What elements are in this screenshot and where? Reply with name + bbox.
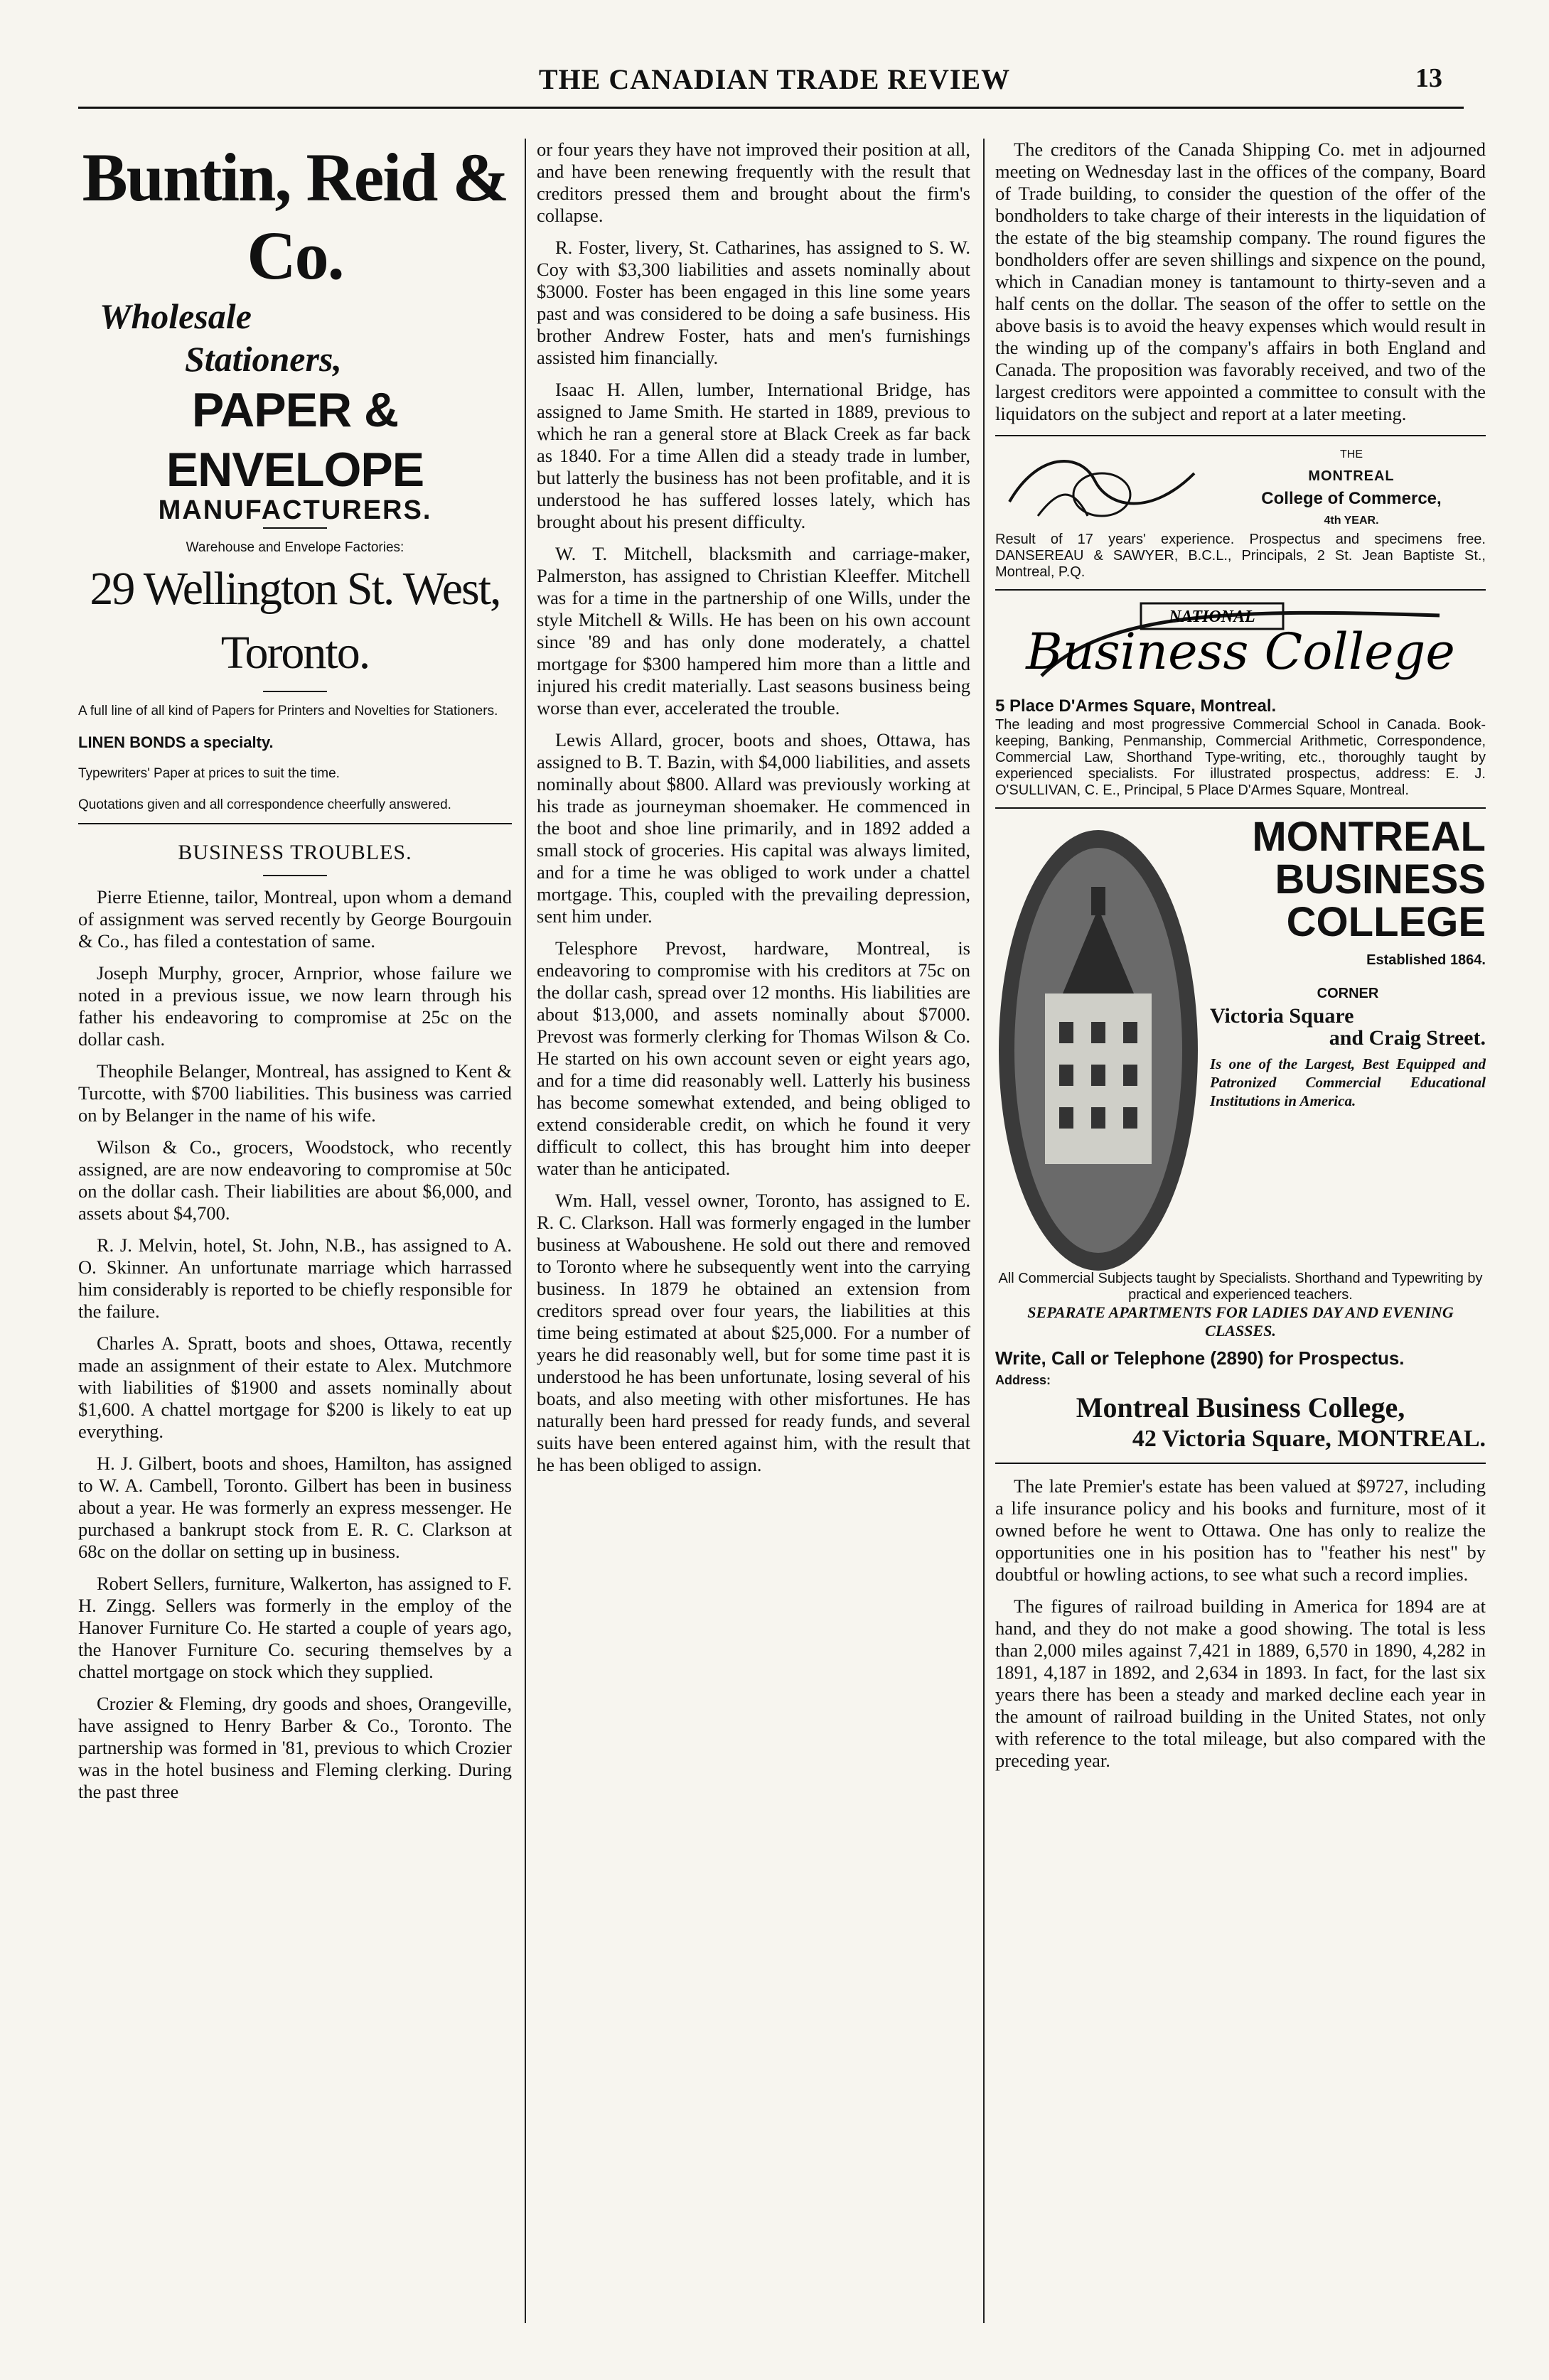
- news-item: Pierre Etienne, tailor, Montreal, upon whom a demand of assignment was served recently by George Bourgouin & Co., has filed a contestation of same.: [78, 886, 512, 952]
- divider: [263, 875, 327, 876]
- mbc-address-label: Address:: [995, 1373, 1051, 1387]
- national-college-ad: [995, 589, 1486, 799]
- mbc-college-address: 42 Victoria Square, MONTREAL.: [1132, 1426, 1486, 1452]
- divider: [263, 527, 327, 529]
- mbc-write: Write, Call or Telephone (2890) for Prospectus.: [995, 1347, 1405, 1369]
- buntin-reid-ad: [78, 139, 512, 814]
- mbc-subjects: All Commercial Subjects taught by Specialists. Shorthand and Typewriting by practical and experienced teachers.: [998, 1271, 1483, 1303]
- column-divider: [983, 139, 985, 2323]
- mbc-description: Is one of the Largest, Best Equipped and Patronized Commercial Educational Institutions in America.: [1210, 1055, 1486, 1109]
- logo-business-text: Business College: [1026, 623, 1455, 681]
- news-item: Wm. Hall, vessel owner, Toronto, has assigned to E. R. C. Clarkson. Hall was formerly engaged in the lumber business at Waboushene. He sold out there and removed to Toronto where he subsequently went into the carrying business. In 1879 he obtained an extension from creditors spread over four years, the liabilities at this time being estimated at about $25,000. For a number of years he did reasonably well, but for some time past it is understood he has been unfortunate, losing several of his boats, and also meeting with other misfortunes. He has naturally been hard pressed for ready funds, and several suits have been entered against him, with the result that he has been obliged to assign.: [537, 1190, 970, 1475]
- mbc-established: Established 1864.: [1366, 952, 1486, 968]
- mbc-corner: CORNER: [1317, 986, 1379, 1001]
- divider: [263, 691, 327, 692]
- mbc-street-2: and Craig Street.: [1329, 1026, 1486, 1050]
- ad-national-body: The leading and most progressive Commercial School in Canada. Book-keeping, Banking, Penmanship, Commercial Arithmetic, Correspondence, Commercial Law, Shorthand Type-writing, etc., thoroughly taught by experienced specialists. For illustrated prospectus, address: E. J. O'SULLIVAN, C. E., Principal, 5 Place D'Armes Square, Montreal.: [995, 717, 1486, 798]
- mbc-title-3: COLLEGE: [1286, 899, 1486, 945]
- mbc-separate: SEPARATE APARTMENTS FOR LADIES DAY AND EVENING CLASSES.: [1027, 1303, 1454, 1340]
- ad-manufacturers: MANUFACTURERS.: [158, 495, 432, 525]
- news-item: Charles A. Spratt, boots and shoes, Ottawa, recently made an assignment of their estate to Alex. Mutchmore with liabilities of $1900 and assets nominally about $1,600. A chattel mortgage for $200 is likely to eat up everything.: [78, 1332, 512, 1442]
- ad-montreal: MONTREAL: [1308, 468, 1395, 484]
- ad-quotations: Quotations given and all correspondence cheerfully answered.: [78, 797, 451, 812]
- section-title: BUSINESS TROUBLES.: [178, 841, 412, 864]
- news-item: Joseph Murphy, grocer, Arnprior, whose failure we noted in a previous issue, we now learn through his father his endeavoring to compromise at 25c on the dollar cash.: [78, 962, 512, 1050]
- column-1: [78, 139, 512, 2323]
- monogram-logo: [995, 445, 1208, 530]
- mbc-street-1: Victoria Square: [1210, 1004, 1354, 1028]
- news-item: Crozier & Fleming, dry goods and shoes, Orangeville, have assigned to Henry Barber & Co., Toronto. The partnership was formed in '81, previous to which Crozier was in the hotel business and Fleming clerking. During the past three: [78, 1693, 512, 1802]
- ad-the: THE: [1340, 448, 1363, 461]
- national-logo: [995, 598, 1486, 695]
- ad-stationers: Stationers,: [185, 339, 342, 379]
- ad-college-commerce: College of Commerce,: [1261, 489, 1442, 508]
- ad-typewriters: Typewriters' Paper at prices to suit the time.: [78, 766, 340, 781]
- news-item: The late Premier's estate has been valued at $9727, including a life insurance policy and his books and furniture, most of it owned before he went to Ottawa. One has only to realize the opportunities one in his position has to "feather his nest" by doubtful or howling actions, to see what such a record implies.: [995, 1475, 1486, 1585]
- news-item: The creditors of the Canada Shipping Co. met in adjourned meeting on Wednesday last in the offices of the company, Board of Trade building, to consider the question of the offer of the bondholders to take charge of their interests in the liquidation of the estate of the big steamship company. The round figures the bondholders offer are seven shillings and sixpence on the pound, which in Canadian money is tantamount to thirty-seven and a half cents on the dollar. The season of the offer to settle on the above basis is to avoid the heavy expenses which would result in the winding up of the company's affairs in both England and Canada. The proposition was favorably received, and two of the largest creditors were appointed a committee to consult with the liquidators on the subject and report at a later meeting.: [995, 139, 1486, 424]
- ad-linen-bonds: LINEN BONDS a specialty.: [78, 733, 274, 751]
- column-3: [995, 139, 1486, 2323]
- news-item: or four years they have not improved their position at all, and have been renewing frequently with the result that creditors pressed them and brought about the firm's collapse.: [537, 139, 970, 226]
- business-college-logo: [1020, 598, 1461, 690]
- mbc-title-2: BUSINESS: [1275, 856, 1486, 903]
- news-item: Isaac H. Allen, lumber, International Bridge, has assigned to Jame Smith. He started in 1889, previous to which he ran a general store at Black Creek as far back as 1840. For a time Allen did a steady trade in lumber, but latterly the business has not been profitable, and it is understood he has suffered losses lately, which has brought about his present difficulty.: [537, 379, 970, 532]
- mbc-college: Montreal Business College,: [1076, 1391, 1405, 1423]
- news-item: Wilson & Co., grocers, Woodstock, who recently assigned, are are now endeavoring to compromise at 50c on the dollar cash. Their liabilities are about $6,000, and assets about $4,700.: [78, 1136, 512, 1224]
- ad-address: 29 Wellington St. West, Toronto.: [90, 563, 500, 679]
- ad-full-line: A full line of all kind of Papers for Printers and Novelties for Stationers.: [78, 704, 498, 718]
- ad-paper-envelope: PAPER & ENVELOPE: [166, 383, 424, 497]
- ad-year: 4th YEAR.: [1324, 515, 1379, 527]
- ad-wholesale: Wholesale: [100, 296, 252, 336]
- column-divider: [525, 139, 526, 2323]
- news-item: W. T. Mitchell, blacksmith and carriage-maker, Palmerston, has assigned to Christian Kleeffer. Mitchell was for a time in the partnership of one Wills, under the style Mitchell & Wills. He has been on his own account since '89 and has only done moderately, a chattel mortgage for $300 hampered him more than a little and injured his credit materially. Last seasons business being worse than ever, accelerated the trouble.: [537, 543, 970, 718]
- col3-news: [995, 1463, 1486, 1772]
- news-item: Robert Sellers, furniture, Walkerton, has assigned to F. H. Zingg. Sellers was formerly in the employ of the Hanover Furniture Co. He started a couple of years ago, the Hanover Furniture Co. securing themselves by a chattel mortgage on stock which they supplied.: [78, 1573, 512, 1682]
- page-number: 13: [1415, 63, 1442, 93]
- college-building-illustration: [995, 816, 1201, 1271]
- section-divider: [78, 823, 512, 831]
- publication-title: THE CANADIAN TRADE REVIEW: [538, 63, 1011, 95]
- column-2: [537, 139, 970, 2323]
- news-item: The figures of railroad building in America for 1894 are at hand, and they do not make a good showing. The total is less than 2,000 miles against 7,421 in 1889, 6,570 in 1890, 4,282 in 1891, 4,187 in 1892, and 2,634 in 1893. In fact, for the last six years there has been a steady and marked decline each year in the amount of railroad building in the United States, not only with reference to the total mileage, but also compared with the preceding year.: [995, 1595, 1486, 1771]
- ad-commerce-body: Result of 17 years' experience. Prospectus and specimens free. DANSEREAU & SAWYER, B.C.L., Principals, 2 St. Jean Baptiste St., Montreal, P.Q.: [995, 532, 1486, 580]
- ad-warehouse: Warehouse and Envelope Factories:: [186, 540, 404, 555]
- news-item: H. J. Gilbert, boots and shoes, Hamilton, has assigned to W. A. Cambell, Toronto. Gilbert has been in business about a year. He was formerly an express messenger. He purchased a bankrupt stock from E. R. C. Clarkson at 68c on the dollar on setting up in business.: [78, 1453, 512, 1562]
- ad-national-address: 5 Place D'Armes Square, Montreal.: [995, 696, 1277, 716]
- logo-national-text: NATIONAL: [1169, 608, 1255, 626]
- header-rule: [78, 107, 1464, 109]
- ad-company-name: Buntin, Reid & Co.: [82, 139, 508, 294]
- news-item: Telesphore Prevost, hardware, Montreal, is endeavoring to compromise with his creditors at 75c on the dollar cash, spread over 12 months. His liabilities are about $13,000, and assets nominally about $7000. Prevost was formerly clerking for Thomas Wilson & Co. He started on his own account seven or eight years ago, and for a time did reasonably well. Latterly his business has become somewhat extended, and being obliged to extend considerable credit, on which he found it very difficult to collect, this has brought him into deeper water than he anticipated.: [537, 937, 970, 1179]
- news-item: R. Foster, livery, St. Catharines, has assigned to S. W. Coy with $3,300 liabilities and assets nominally about $3000. Foster has been engaged in this line some years past and was considered to be doing a safe business. His brother Andrew Foster, hats and men's furnishings assisted him financially.: [537, 237, 970, 368]
- page-header: [0, 63, 1549, 112]
- news-item: Theophile Belanger, Montreal, has assigned to Kent & Turcotte, with $700 liabilities. This business was carried on by Belanger in the name of his wife.: [78, 1060, 512, 1126]
- mbc-ad: [995, 807, 1486, 1454]
- mbc-title-1: MONTREAL: [1252, 814, 1486, 860]
- commerce-college-ad: [995, 435, 1486, 581]
- news-item: R. J. Melvin, hotel, St. John, N.B., has assigned to A. O. Skinner. An unfortunate marriage which harrassed him considerably is reported to be chiefly responsible for the failure.: [78, 1234, 512, 1322]
- news-item: Lewis Allard, grocer, boots and shoes, Ottawa, has assigned to B. T. Bazin, with $4,000 liabilities, and assets nominally about $800. Allard was previously working at his trade as journeyman shoemaker. He commenced in the boot and shoe line primarily, and in 1892 added a small stock of groceries. His capital was always limited, and for a time he was obliged to work under a chattel mortgage. This, coupled with the prevailing depression, sent him under.: [537, 729, 970, 927]
